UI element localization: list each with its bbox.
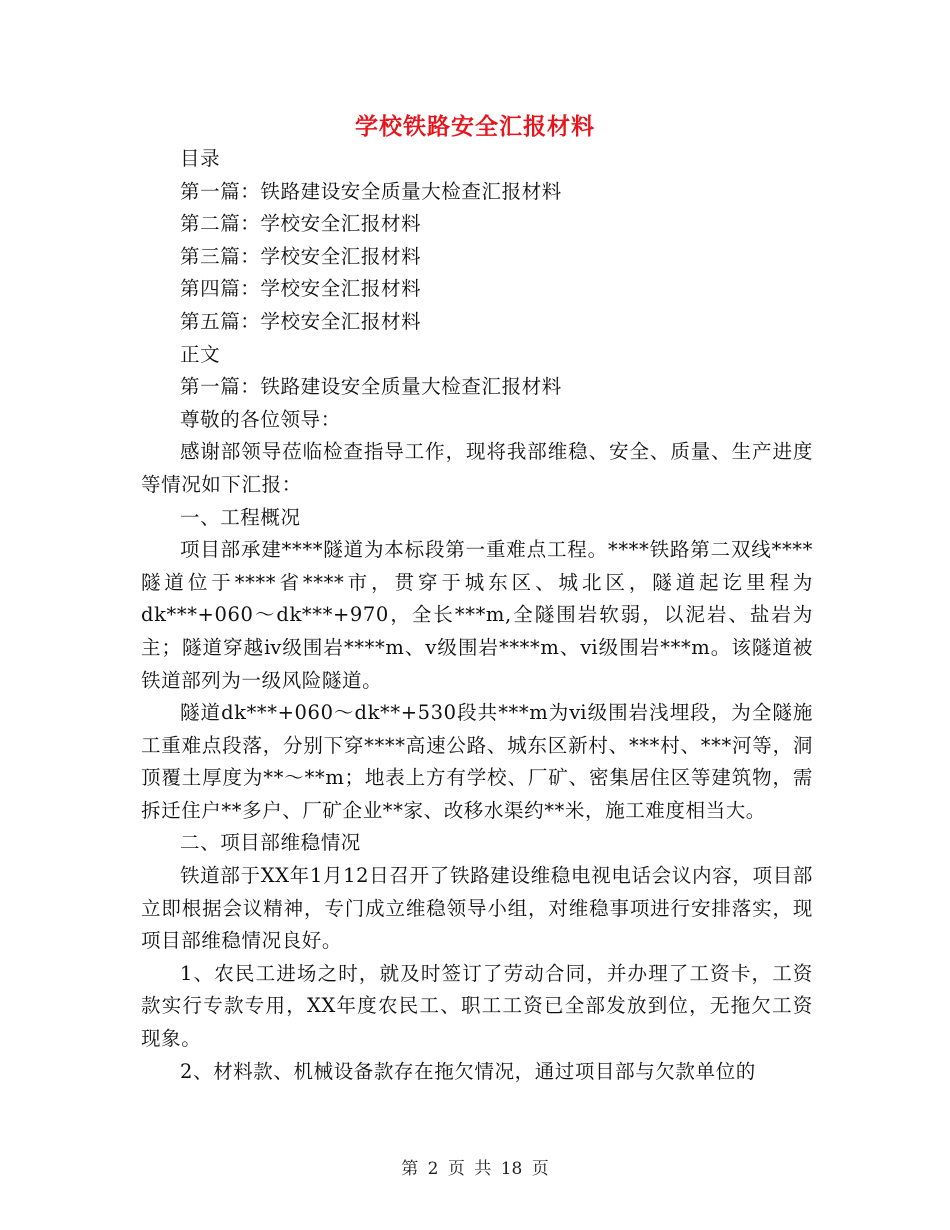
intro-paragraph: 感谢部领导莅临检查指导工作，现将我部维稳、安全、质量、生产进度等情况如下汇报： — [141, 440, 813, 496]
payment-paragraph: 2、材料款、机械设备款存在拖欠情况，通过项目部与欠款单位的 — [180, 1059, 756, 1083]
section-heading-2: 二、项目部维稳情况 — [180, 831, 361, 855]
stability-paragraph: 铁道部于XX年1月12日召开了铁路建设维稳电视电话会议内容，项目部立即根据会议精神，专门成立维稳领导小组，对维稳事项进行安排落实，现项目部维稳情况良好。 — [141, 864, 813, 953]
main-text-heading: 正文 — [180, 342, 221, 366]
project-overview-paragraph: 项目部承建****隧道为本标段第一重难点工程。****铁路第二双线****隧道位于****省****市，贯穿于城东区、城北区，隧道起讫里程为dk***+060～dk***+970，全长***m,全隧围岩软弱，以泥岩、盐岩为主；隧道穿越ⅳ级围岩****m、ⅴ级围岩****m、ⅵ级围岩***m。该隧道被铁道部列为一级风险隧道。 — [141, 538, 813, 692]
toc-item-1: 第一篇：铁路建设安全质量大检查汇报材料 — [180, 179, 562, 203]
section-heading-1: 一、工程概况 — [180, 505, 301, 529]
chapter-title: 第一篇：铁路建设安全质量大检查汇报材料 — [180, 375, 562, 399]
toc-item-5: 第五篇：学校安全汇报材料 — [180, 309, 422, 333]
wage-paragraph: 1、农民工进场之时，就及时签订了劳动合同，并办理了工资卡，工资款实行专款专用，XX年度农民工、职工工资已全部发放到位，无拖欠工资现象。 — [141, 961, 813, 1051]
page-number-footer: 第 2 页 共 18 页 — [401, 1159, 549, 1179]
toc-item-3: 第三篇：学校安全汇报材料 — [180, 244, 422, 268]
salutation: 尊敬的各位领导： — [180, 407, 341, 431]
tunnel-section-paragraph: 隧道dk***+060～dk**+530段共***m为ⅵ级围岩浅埋段，为全隧施工重难点段落，分别下穿****高速公路、城东区新村、***村、***河等，洞顶覆土厚度为**～**m；地表上方有学校、厂矿、密集居住区等建筑物，需拆迁住户**多户、厂矿企业**家、改移水渠约**米，施工难度相当大。 — [141, 701, 813, 822]
document-title: 学校铁路安全汇报材料 — [355, 113, 595, 140]
toc-item-2: 第二篇：学校安全汇报材料 — [180, 212, 422, 236]
toc-heading: 目录 — [180, 147, 221, 170]
document-body — [141, 143, 813, 1088]
toc-item-4: 第四篇：学校安全汇报材料 — [180, 277, 422, 301]
